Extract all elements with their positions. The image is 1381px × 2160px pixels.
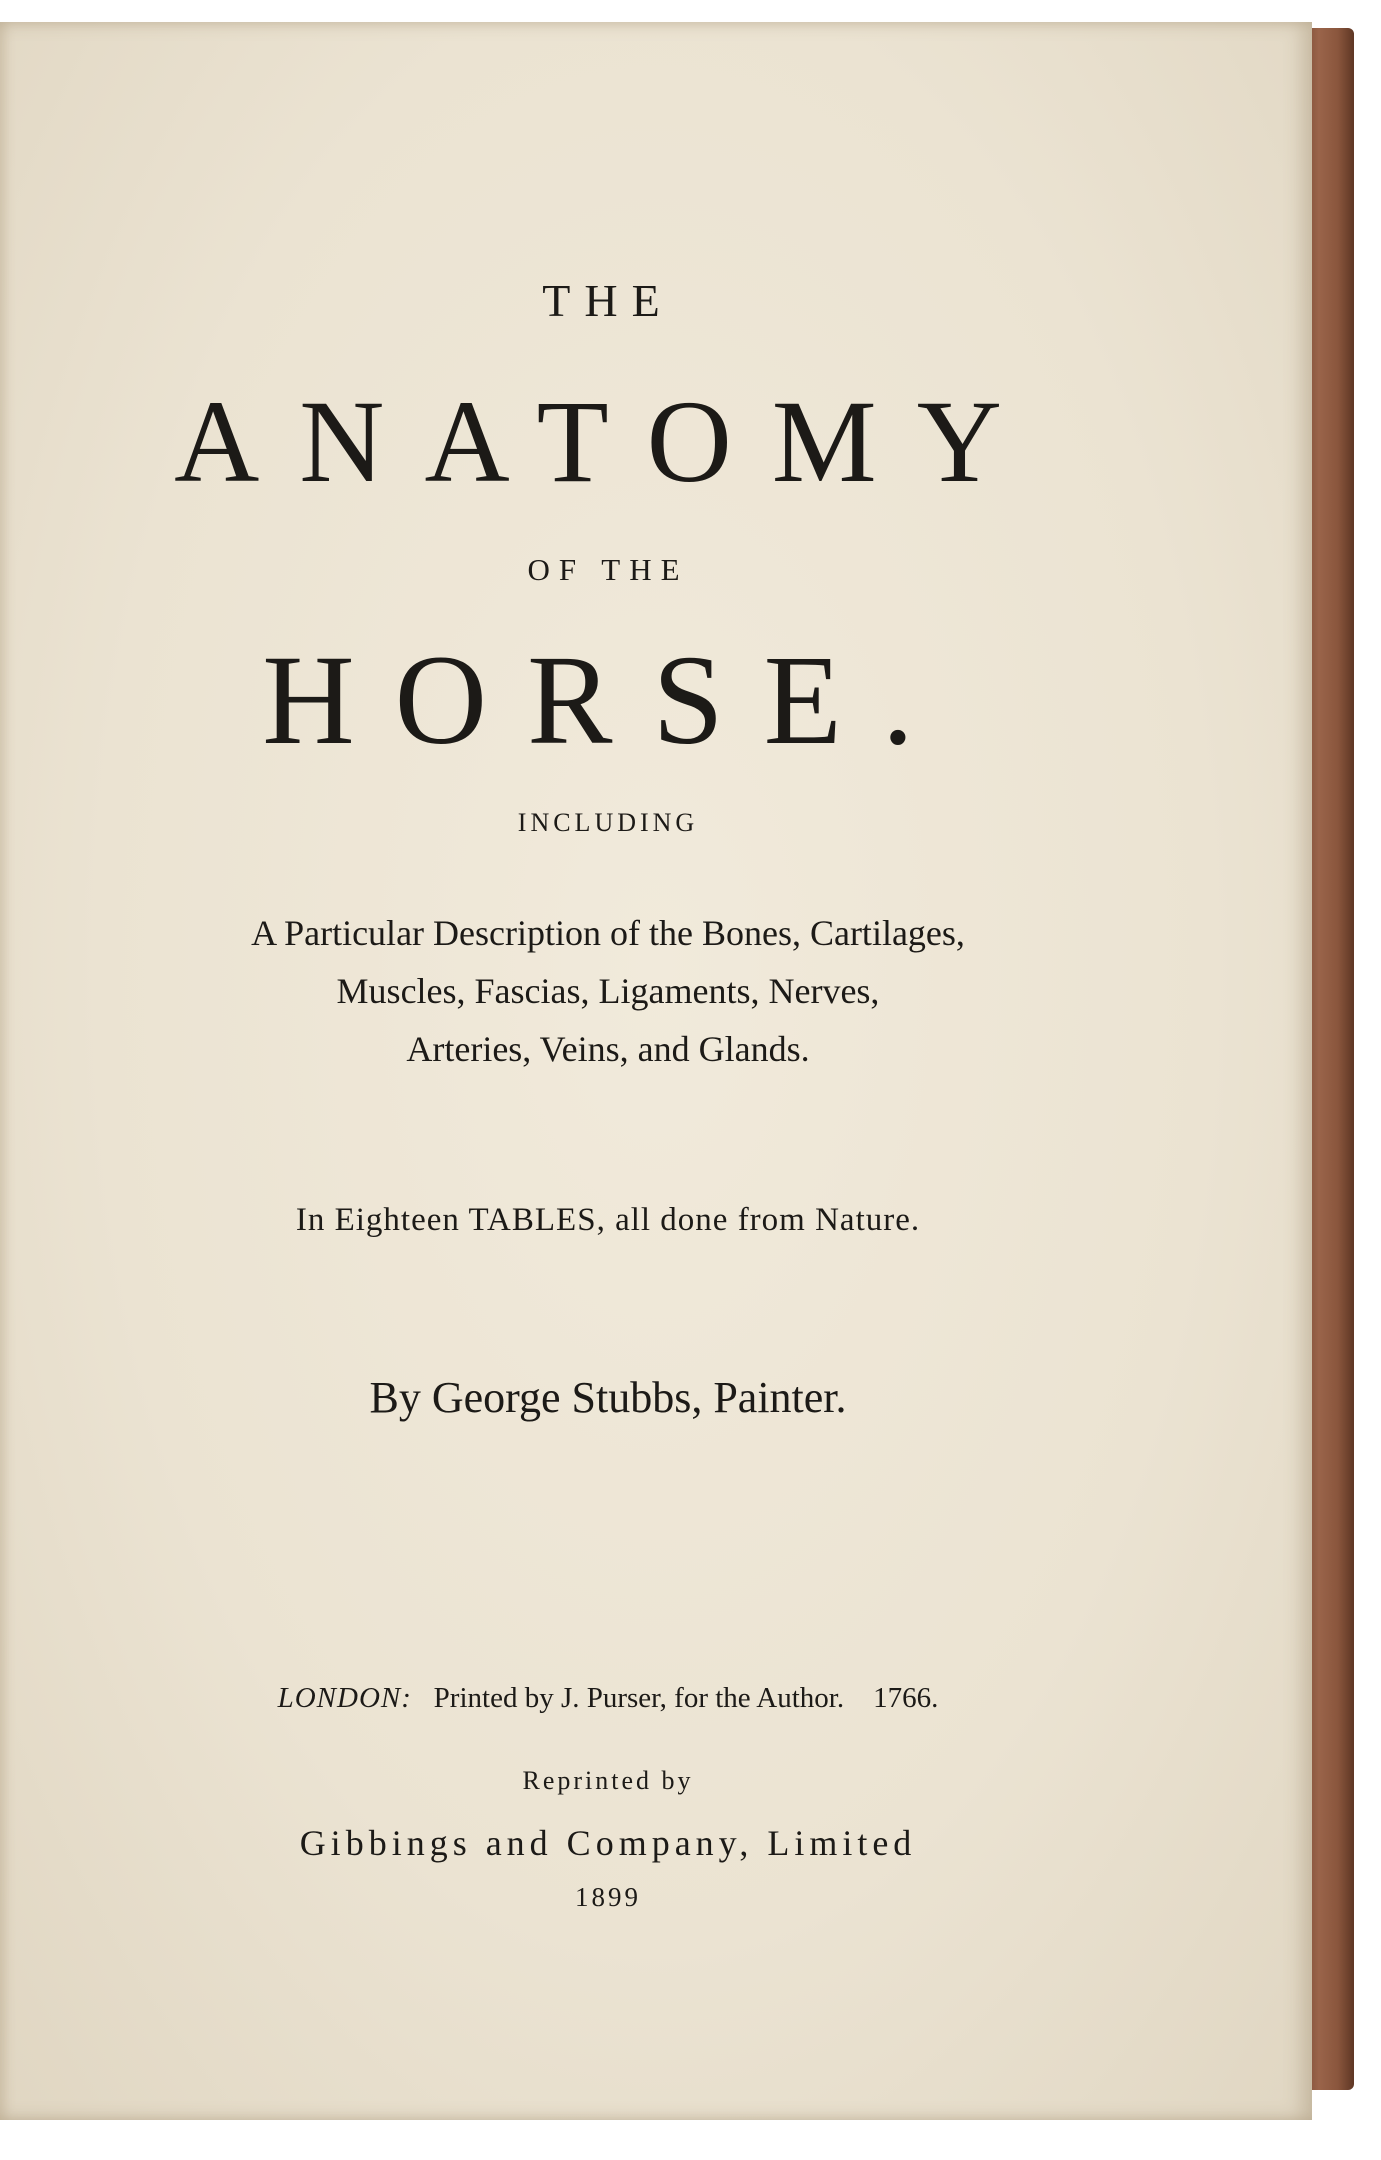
imprint-year: 1766. bbox=[873, 1682, 939, 1714]
reprint-year: 1899 bbox=[575, 1882, 641, 1912]
description-line-2: Muscles, Fascias, Ligaments, Nerves, bbox=[336, 971, 880, 1011]
imprint-text: Printed by J. Purser, for the Author. bbox=[433, 1682, 845, 1714]
title-page bbox=[0, 22, 1312, 2120]
title-horse: HORSE. bbox=[262, 629, 954, 771]
title-of-the: OF THE bbox=[527, 552, 689, 587]
author-line: By George Stubbs, Painter. bbox=[369, 1373, 847, 1422]
imprint-city: LONDON: bbox=[277, 1682, 412, 1714]
imprint-line bbox=[0, 1682, 1216, 1715]
publisher-name: Gibbings and Company, Limited bbox=[299, 1823, 917, 1863]
title-the: THE bbox=[542, 275, 674, 326]
including-label: INCLUDING bbox=[517, 808, 699, 837]
tables-statement: In Eighteen TABLES, all done from Nature. bbox=[295, 1202, 921, 1238]
reprinted-by: Reprinted by bbox=[522, 1766, 694, 1795]
title-anatomy: ANATOMY bbox=[174, 376, 1042, 507]
description-line-3: Arteries, Veins, and Glands. bbox=[406, 1029, 810, 1069]
description-line-1: A Particular Description of the Bones, Cartilages, bbox=[251, 913, 965, 953]
